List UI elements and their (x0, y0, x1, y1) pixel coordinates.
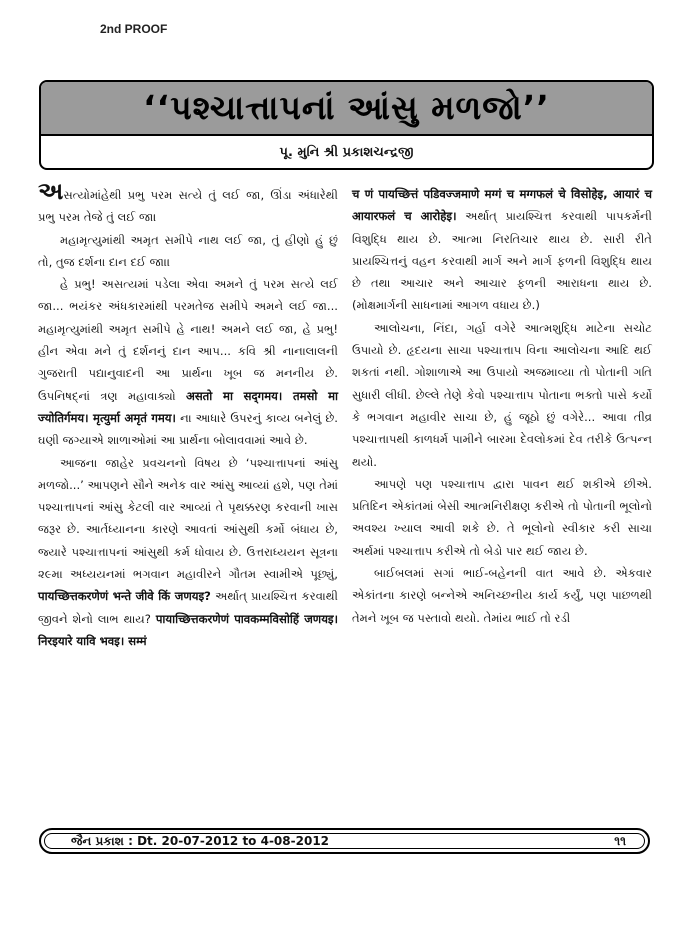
page-footer (39, 828, 650, 854)
publication-info: જૈન પ્રકાશ : Dt. 20-07-2012 to 4-08-2012 (71, 833, 330, 848)
paragraph-8: બાઈબલમાં સગાં ભાઈ-બહેનની વાત આવે છે. એકવાર એકાંતના કારણે બન્નેએ અનિચ્છનીય કાર્ય કર્યું, પણ પાછળથી તેમને ખૂબ જ પસ્તાવો થયો. તેમાંય ભાઈ તો રડી (352, 566, 652, 625)
article-title: ‘‘પશ્ચાત્તાપનાં આંસુ મળજો’’ (143, 88, 550, 127)
paragraph-2: મહામૃત્યુમાંથી અમૃત સમીપે નાથ લઈ જા, તું હીણો હું છું તો, તુજ દર્શના દાન દઈ જા।। (38, 232, 338, 269)
paragraph-5 (352, 183, 652, 317)
paragraph-3-text-a: હે પ્રભુ! અસત્યમાં પડેલા એવા અમને તું પરમ સત્યે લઈ જા... ભયંકર અંધકારમાંથી પરમતેજ સમીપે અમને લઈ જા... મહામૃત્યુમાંથી અમૃત સમીપે હે નાથ! અમને લઈ જા, હે પ્રભુ! હીન એવા મને તું દર્શનનું દાન આપ... કવિ શ્રી નાનાલાલની ગુજરાતી પદ્યાનુવાદની આ પ્રાર્થના ખૂબ જ મનનીય છે. ઉપનિષદ્‌નાં ત્રણ મહાવાક્યો (38, 277, 338, 403)
prakrit-answer: पायाच्छित्तकरणेणं पावकम्मविसोहिं जणयइ। निरइयारे यावि भवइ। सम्मं (38, 611, 339, 648)
paragraph-1 (38, 177, 338, 229)
right-column (352, 183, 652, 629)
paragraph-6: આલોચના, નિંદા, ગર્હા વગેરે આત્મશુદ્ધિ માટેના સચોટ ઉપાયો છે. હૃદયના સાચા પશ્ચાત્તાપ વિના આલોચના આદિ થઈ શકતાં નથી. ગોશાળાએ આ ઉપાયો અજમાવ્યા તો પોતાની ગતિ સુધારી લીધી. છેલ્લે તેણે કેવો પશ્ચાત્તાપ પોતાના ભક્તો પાસે કર્યો કે ભગવાન મહાવીર સાચા છે, હું જૂઠો છું વગેરે... આવા તીવ્ર પશ્ચાત્તાપથી કાળધર્મ પામીને બારમા દેવલોકમાં દેવ તરીકે ઉત્પન્ન થયો. (352, 320, 652, 469)
article-header (39, 80, 654, 170)
paragraph-3-text-b: ના આધારે ઉપરનું કાવ્ય બનેલું છે. ઘણી જગ્યાએ શાળાઓમાં આ પ્રાર્થના બોલાવવામાં આવે છે. (38, 410, 338, 448)
paragraph-4-text-b: અર્થાત્ પ્રાયશ્ચિત્ત કરવાથી જીવને શેનો લાભ થાય? (38, 589, 338, 626)
page-number: ૧૧ (614, 833, 626, 848)
paragraph-3 (38, 273, 338, 451)
paragraph-4 (38, 452, 338, 653)
left-column (38, 177, 339, 652)
author-band (41, 136, 652, 168)
prakrit-answer-continued: च णं पायच्छित्तं पडिवज्जमाणे मग्गं च मग्गफलं चे विसोहेइ, आयारं च आयारफलं च आरोहेइ। (352, 187, 652, 224)
article-author: પૂ. મુનિ શ્રી પ્રકાશચન્દ્રજી (279, 144, 414, 160)
title-band (41, 82, 652, 136)
proof-label: 2nd PROOF (100, 22, 168, 36)
paragraph-1-text: સત્યોમાંહેથી પ્રભુ પરમ સત્યે તું લઈ જા, ઊંડા અંધારેથી પ્રભુ પરમ તેજે તું લઈ જા। (38, 188, 338, 225)
paragraph-7: આપણે પણ પશ્ચાત્તાપ દ્વારા પાવન થઈ શકીએ છીએ. પ્રતિદિન એકાંતમાં બેસી આત્મનિરીક્ષણ કરીએ તો પોતાની ભૂલોનો અવશ્ય ખ્યાલ આવી શકે છે. તે ભૂલોનો સ્વીકાર કરી સાચા અર્થમાં પશ્ચાત્તાપ કરીએ તો બેડો પાર થઈ જાય છે. (352, 476, 652, 558)
sanskrit-quote: असतो मा सद्‌गमय। तमसो मा ज्योतिर्गमय। मृत्युर्मा अमृतं गमय। (38, 388, 339, 425)
prakrit-question: पायच्छित्तकरणेणं भन्ते जीवे किं जणयइ? (38, 589, 211, 604)
drop-cap: અ (38, 177, 64, 205)
paragraph-4-text-a: આજના જાહેર પ્રવચનનો વિષય છે ‘પશ્ચાત્તાપનાં આંસુ મળજો...’ આપણને સૌને અનેક વાર આંસુ આવ્યાં હશે, પણ તેમાં પશ્ચાત્તાપનાં આંસુ કેટલી વાર આવ્યાં તે પૃથક્કરણ કરવાની ખાસ જરૂર છે. આર્તધ્યાનના કારણે આવતાં આંસુથી કર્મો બંધાય છે, જ્યારે પશ્ચાત્તાપનાં આંસુથી કર્મ ધોવાય છે. ઉત્તરાધ્યયન સૂત્રના ૨૯મા અધ્યયનમાં ભગવાન મહાવીરને ગૌતમ સ્વામીએ પૂછ્યું, (38, 455, 338, 582)
paragraph-5-text: અર્થાત્ પ્રાયશ્ચિત્ત કરવાથી પાપકર્મની વિશુદ્ધિ થાય છે. આત્મા નિરતિચાર થાય છે. સારી રીતે પ્રાયશ્ચિત્તનું વહન કરવાથી માર્ગ અને માર્ગ ફળની વિશુદ્ધિ થાય છે તથા આચાર અને આચાર ફળની આરાધના થાય છે. (મોક્ષમાર્ગની સાધનામાં આગળ વધાય છે.) (352, 209, 652, 313)
